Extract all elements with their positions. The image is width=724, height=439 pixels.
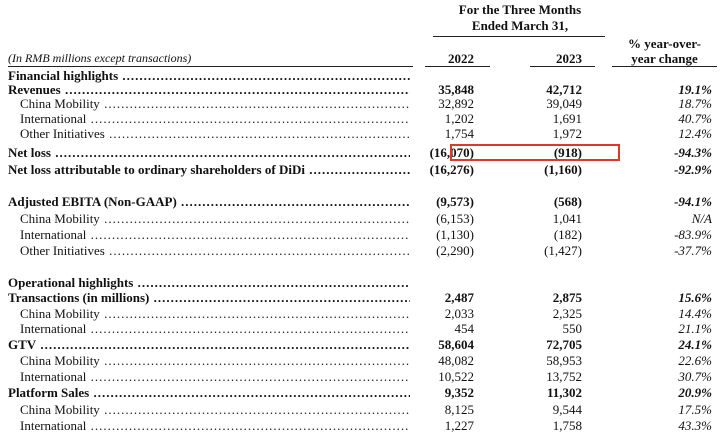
row-label: GTV ..... — [8, 338, 410, 352]
value-yoy: 19.1% — [678, 82, 712, 97]
period-header-line1: For the Three Months — [458, 2, 582, 17]
header-rule-2023 — [530, 66, 595, 67]
value-2023: (918) — [553, 145, 582, 160]
value-yoy: 24.1% — [678, 337, 712, 352]
table-row — [0, 83, 724, 97]
row-label: Platform Sales ..... — [8, 386, 410, 400]
row-label: International ..... — [20, 322, 410, 336]
value-yoy: -83.9% — [674, 227, 712, 242]
value-2023: 1,691 — [552, 111, 582, 126]
header-rule-yoy — [612, 66, 717, 67]
table-row — [0, 307, 724, 321]
value-2023: 39,049 — [546, 96, 582, 111]
row-label: Other Initiatives ..... — [20, 127, 410, 141]
table-row — [0, 419, 724, 433]
table-row — [0, 244, 724, 258]
value-yoy: 14.4% — [678, 306, 712, 321]
value-yoy: 15.6% — [678, 290, 712, 305]
value-2023: 2,325 — [552, 306, 582, 321]
value-2023: (1,427) — [544, 243, 582, 258]
column-header-2022: 2022 — [448, 51, 474, 66]
row-label: Net loss ..... — [8, 146, 410, 160]
value-2022: 58,604 — [438, 337, 474, 352]
value-2022: 454 — [454, 321, 474, 336]
table-row — [0, 338, 724, 352]
header-rule-units — [8, 66, 413, 67]
yoy-header-line1: % year-over- — [627, 36, 702, 51]
value-2023: 2,875 — [552, 290, 582, 305]
column-header-2023: 2023 — [556, 51, 582, 66]
period-header-rule — [433, 36, 605, 37]
value-2023: (1,160) — [544, 162, 582, 177]
row-label: International ..... — [20, 228, 410, 242]
row-label: Operational highlights ..... — [8, 276, 410, 290]
value-2022: 1,202 — [444, 111, 474, 126]
table-row — [0, 386, 724, 400]
value-2023: 1,758 — [552, 418, 582, 433]
value-2023: 1,041 — [552, 211, 582, 226]
table-row — [0, 212, 724, 226]
value-2023: 58,953 — [546, 353, 582, 368]
value-2022: 1,227 — [444, 418, 474, 433]
table-row — [0, 163, 724, 177]
value-2022: (2,290) — [436, 243, 474, 258]
row-label: Revenues ..... — [8, 83, 410, 97]
row-label: Financial highlights ..... — [8, 69, 410, 83]
row-label: China Mobility ..... — [20, 354, 410, 368]
table-row — [0, 228, 724, 242]
row-label: International ..... — [20, 370, 410, 384]
value-2022: 2,487 — [444, 290, 474, 305]
row-label: International ..... — [20, 419, 410, 433]
header-rule-2022 — [425, 66, 490, 67]
value-yoy: 12.4% — [678, 126, 712, 141]
value-2023: 9,544 — [552, 402, 582, 417]
period-header-line2: Ended March 31, — [471, 18, 569, 33]
table-row — [0, 322, 724, 336]
net-loss-highlight-box — [450, 144, 620, 161]
table-row — [0, 370, 724, 384]
value-2022: 35,848 — [438, 82, 474, 97]
value-2022: 8,125 — [444, 402, 474, 417]
table-row — [0, 354, 724, 368]
value-yoy: 40.7% — [678, 111, 712, 126]
value-2022: (16,276) — [429, 162, 474, 177]
value-yoy: 17.5% — [678, 402, 712, 417]
value-2022: (9,573) — [436, 194, 474, 209]
row-label: Adjusted EBITA (Non-GAAP) ..... — [8, 195, 410, 209]
value-2022: (16,070) — [429, 145, 474, 160]
table-row — [0, 276, 724, 290]
value-yoy: 22.6% — [678, 353, 712, 368]
value-2022: (1,130) — [436, 227, 474, 242]
value-2023: 72,705 — [546, 337, 582, 352]
row-label: China Mobility ..... — [20, 307, 410, 321]
yoy-header — [612, 36, 717, 66]
row-label: Other Initiatives ..... — [20, 244, 410, 258]
value-2023: 11,302 — [546, 385, 582, 400]
value-2022: 1,754 — [444, 126, 474, 141]
row-label: Transactions (in millions) ..... — [8, 291, 410, 305]
value-yoy: -92.9% — [674, 162, 712, 177]
value-yoy: 20.9% — [678, 385, 712, 400]
value-yoy: -94.3% — [674, 145, 712, 160]
value-2023: 1,972 — [552, 126, 582, 141]
table-row — [0, 291, 724, 305]
row-label: China Mobility ..... — [20, 97, 410, 111]
table-row — [0, 69, 724, 83]
value-yoy: N/A — [691, 211, 712, 226]
table-row — [0, 403, 724, 417]
row-label: International ..... — [20, 112, 410, 126]
row-label: Net loss attributable to ordinary shareholders of DiDi ..... — [8, 163, 410, 177]
value-2023: 42,712 — [546, 82, 582, 97]
value-2022: 2,033 — [444, 306, 474, 321]
value-2022: (6,153) — [436, 211, 474, 226]
units-note: (In RMB millions except transactions) — [8, 51, 192, 65]
value-2022: 10,522 — [438, 369, 474, 384]
yoy-header-line2: year change — [631, 51, 698, 66]
value-2023: (182) — [553, 227, 582, 242]
row-label: China Mobility ..... — [20, 403, 410, 417]
value-yoy: 21.1% — [678, 321, 712, 336]
table-row — [0, 97, 724, 111]
value-2022: 32,892 — [438, 96, 474, 111]
value-2023: (568) — [553, 194, 582, 209]
value-yoy: 43.3% — [678, 418, 712, 433]
value-2023: 550 — [562, 321, 582, 336]
value-yoy: -37.7% — [674, 243, 712, 258]
period-header — [420, 2, 620, 34]
value-2023: 13,752 — [546, 369, 582, 384]
value-2022: 9,352 — [444, 385, 474, 400]
value-yoy: 30.7% — [678, 369, 712, 384]
table-row — [0, 195, 724, 209]
value-yoy: -94.1% — [674, 194, 712, 209]
table-row — [0, 112, 724, 126]
row-label: China Mobility ..... — [20, 212, 410, 226]
value-2022: 48,082 — [438, 353, 474, 368]
value-yoy: 18.7% — [678, 96, 712, 111]
table-row — [0, 127, 724, 141]
